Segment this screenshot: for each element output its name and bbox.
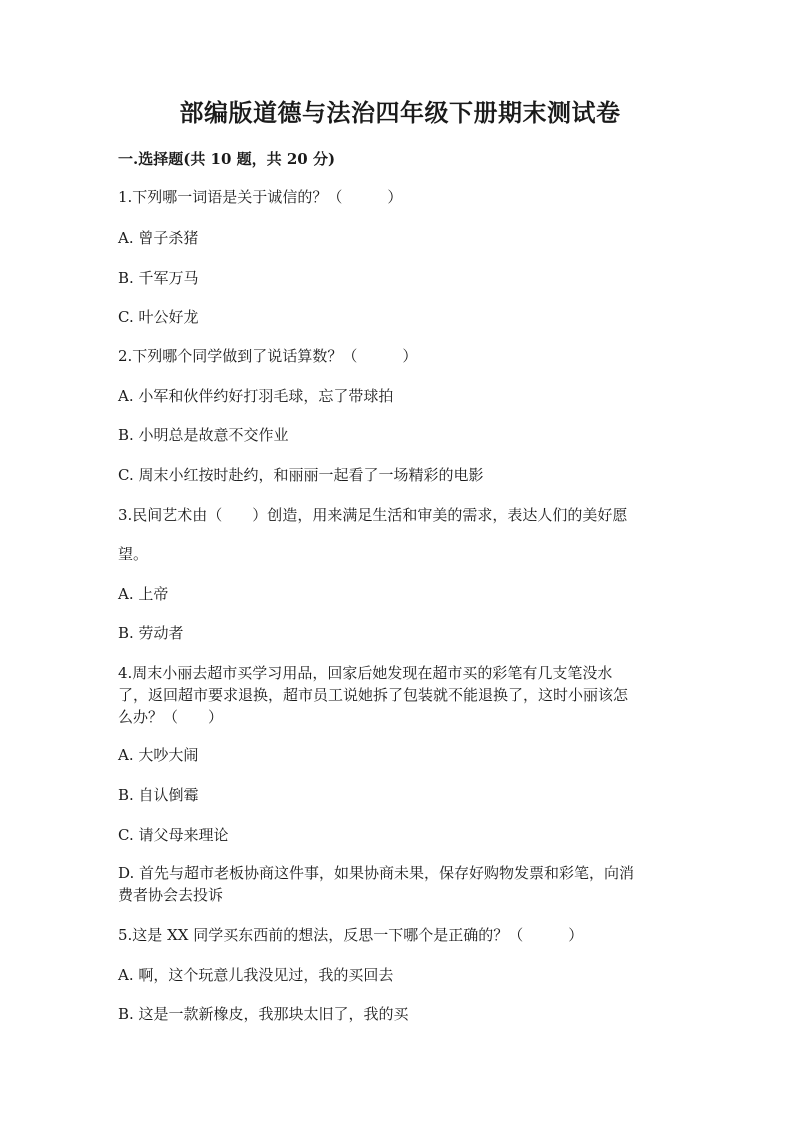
question-4-stem-line-2: 了，返回超市要求退换，超市员工说她拆了包装就不能退换了，这时小丽该怎 [118, 686, 629, 704]
question-3-stem-line-1: 3.民间艺术由（ ）创造，用来满足生活和审美的需求，表达人们的美好愿 [118, 506, 628, 524]
question-1-stem: 1.下列哪一词语是关于诚信的？（ ） [118, 188, 403, 206]
question-2-option-a: A. 小军和伙伴约好打羽毛球，忘了带球拍 [118, 387, 394, 405]
question-4-option-d-line-2: 费者协会去投诉 [118, 886, 224, 904]
question-5-option-a: A. 啊，这个玩意儿我没见过，我的买回去 [118, 966, 394, 984]
question-3-option-a: A. 上帝 [118, 585, 169, 603]
question-5-option-b: B. 这是一款新橡皮，我那块太旧了，我的买 [118, 1005, 409, 1023]
question-5-stem: 5.这是 XX 同学买东西前的想法，反思一下哪个是正确的？（ ） [118, 926, 584, 944]
question-1-option-b: B. 千军万马 [118, 269, 199, 287]
question-3-option-b: B. 劳动者 [118, 624, 184, 642]
question-2-stem: 2.下列哪个同学做到了说话算数？（ ） [118, 347, 418, 365]
question-4-option-a: A. 大吵大闹 [118, 746, 199, 764]
question-4-stem-line-1: 4.周末小丽去超市买学习用品，回家后她发现在超市买的彩笔有几支笔没水 [118, 664, 613, 682]
question-4-option-d-line-1: D. 首先与超市老板协商这件事，如果协商未果，保存好购物发票和彩笔，向消 [118, 864, 635, 882]
question-4-stem-line-3: 么办？（ ） [118, 708, 224, 726]
question-1-option-a: A. 曾子杀猪 [118, 229, 199, 247]
question-3-stem-line-2: 望。 [118, 545, 149, 563]
question-4-option-b: B. 自认倒霉 [118, 786, 199, 804]
question-1-option-c: C. 叶公好龙 [118, 308, 199, 326]
page-title: 部编版道德与法治四年级下册期末测试卷 [179, 98, 621, 127]
question-2-option-b: B. 小明总是故意不交作业 [118, 426, 289, 444]
section-heading: 一.选择题(共 10 题，共 20 分) [118, 150, 336, 168]
question-2-option-c: C. 周末小红按时赴约，和丽丽一起看了一场精彩的电影 [118, 466, 484, 484]
question-4-option-c: C. 请父母来理论 [118, 826, 229, 844]
